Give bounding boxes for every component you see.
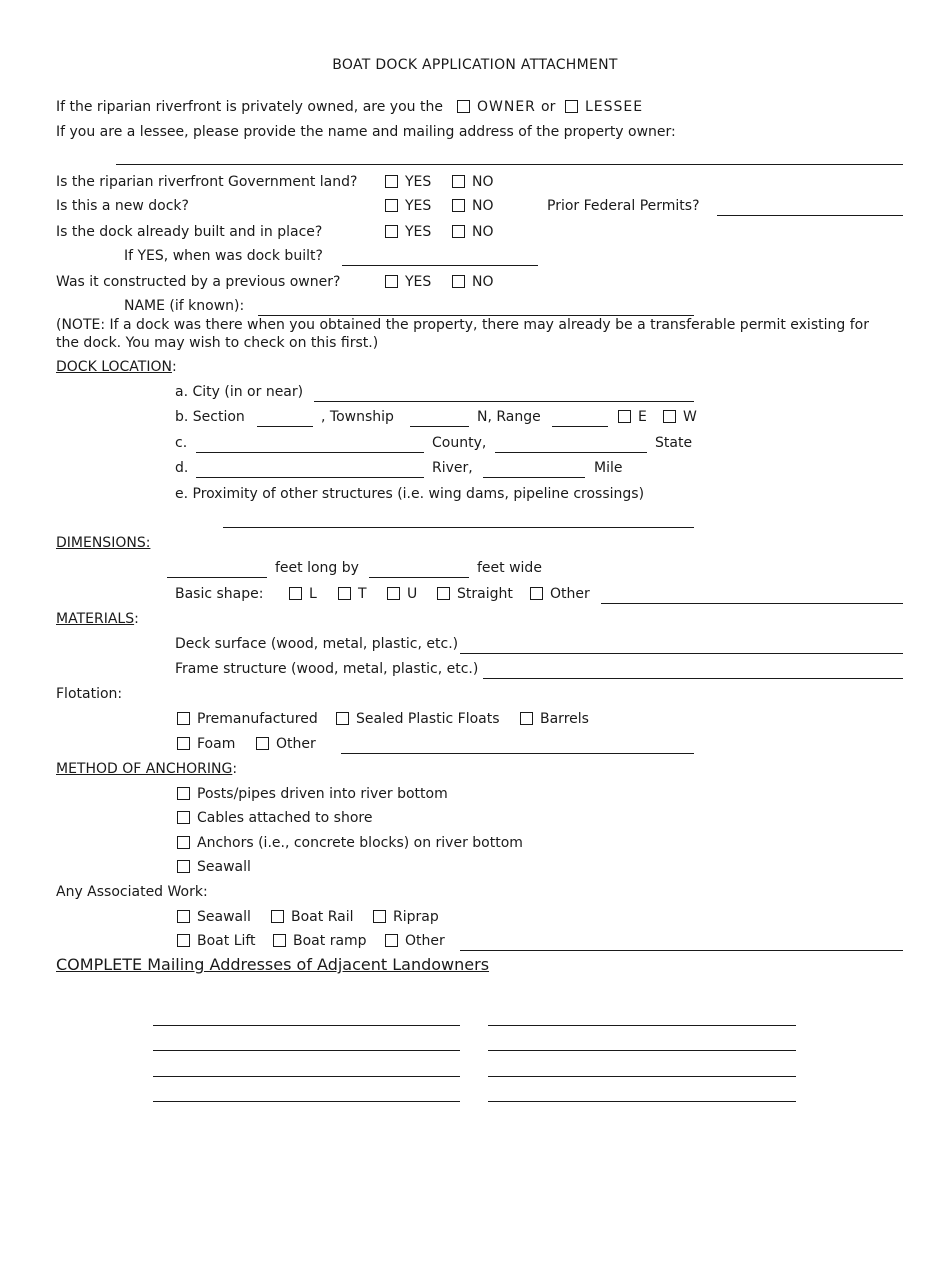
flotation-heading: Flotation: — [56, 686, 123, 702]
river-label: River, — [432, 460, 473, 476]
government-land-no-checkbox[interactable] — [452, 175, 465, 188]
previous-owner-question: Was it constructed by a previous owner? — [56, 274, 341, 290]
new-dock-question: Is this a new dock? — [56, 198, 189, 214]
west-checkbox[interactable] — [663, 410, 676, 423]
yes-label: YES — [405, 174, 432, 190]
work-seawall-label: Seawall — [197, 909, 251, 925]
shape-u-label: U — [407, 586, 418, 602]
boat-ramp-checkbox[interactable] — [273, 934, 286, 947]
name-if-known-label: NAME (if known): — [124, 298, 245, 314]
section-line[interactable] — [257, 426, 313, 427]
shape-l-label: L — [309, 586, 317, 602]
range-label: N, Range — [477, 409, 541, 425]
shape-u-checkbox[interactable] — [387, 587, 400, 600]
west-label: W — [683, 409, 697, 425]
proximity-label: e. Proximity of other structures (i.e. wing dams, pipeline crossings) — [175, 486, 645, 502]
prior-permits-line[interactable] — [717, 215, 903, 216]
when-built-label: If YES, when was dock built? — [124, 248, 323, 264]
barrels-label: Barrels — [540, 711, 589, 727]
flotation-other-line[interactable] — [341, 753, 694, 754]
boat-ramp-label: Boat ramp — [293, 933, 367, 949]
township-line[interactable] — [410, 426, 469, 427]
address-line-left-3[interactable] — [153, 1076, 460, 1077]
yes-label: YES — [405, 198, 432, 214]
c-line[interactable] — [196, 452, 424, 453]
foam-checkbox[interactable] — [177, 737, 190, 750]
shape-t-label: T — [358, 586, 367, 602]
premanufactured-label: Premanufactured — [197, 711, 318, 727]
government-land-question: Is the riparian riverfront Government land? — [56, 174, 358, 190]
shape-t-checkbox[interactable] — [338, 587, 351, 600]
or-label: or — [541, 99, 556, 115]
feet-wide-label: feet wide — [477, 560, 542, 576]
owner-checkbox[interactable] — [457, 100, 470, 113]
boat-rail-checkbox[interactable] — [271, 910, 284, 923]
county-line[interactable] — [495, 452, 647, 453]
c-label: c. — [175, 435, 188, 451]
foam-label: Foam — [197, 736, 236, 752]
materials-heading: MATERIALS: — [56, 611, 139, 627]
address-line-left-1[interactable] — [153, 1025, 460, 1026]
city-line[interactable] — [314, 401, 694, 402]
already-built-yes-checkbox[interactable] — [385, 225, 398, 238]
riprap-checkbox[interactable] — [373, 910, 386, 923]
east-checkbox[interactable] — [618, 410, 631, 423]
basic-shape-label: Basic shape: — [175, 586, 264, 602]
length-line[interactable] — [167, 577, 267, 578]
boat-lift-label: Boat Lift — [197, 933, 256, 949]
previous-owner-no-checkbox[interactable] — [452, 275, 465, 288]
flotation-other-label: Other — [276, 736, 316, 752]
previous-owner-yes-checkbox[interactable] — [385, 275, 398, 288]
width-line[interactable] — [369, 577, 469, 578]
premanufactured-checkbox[interactable] — [177, 712, 190, 725]
shape-l-checkbox[interactable] — [289, 587, 302, 600]
no-label: NO — [472, 224, 494, 240]
anchoring-heading: METHOD OF ANCHORING: — [56, 761, 238, 777]
anchoring-seawall-checkbox[interactable] — [177, 860, 190, 873]
work-other-label: Other — [405, 933, 445, 949]
associated-work-heading: Any Associated Work: — [56, 884, 208, 900]
address-line-right-2[interactable] — [488, 1050, 796, 1051]
sealed-plastic-floats-label: Sealed Plastic Floats — [356, 711, 500, 727]
work-other-checkbox[interactable] — [385, 934, 398, 947]
shape-other-checkbox[interactable] — [530, 587, 543, 600]
address-line-right-3[interactable] — [488, 1076, 796, 1077]
lessee-label: LESSEE — [585, 99, 644, 115]
frame-structure-label: Frame structure (wood, metal, plastic, etc.) — [175, 661, 479, 677]
lessee-checkbox[interactable] — [565, 100, 578, 113]
feet-long-label: feet long by — [275, 560, 359, 576]
flotation-other-checkbox[interactable] — [256, 737, 269, 750]
posts-pipes-label: Posts/pipes driven into river bottom — [197, 786, 448, 802]
shape-straight-label: Straight — [457, 586, 513, 602]
note-text: (NOTE: If a dock was there when you obtained the property, there may already be a transferable permit existing for the dock. You may wish to check on this first.) — [56, 317, 869, 351]
township-label: , Township — [321, 409, 394, 425]
address-line-right-1[interactable] — [488, 1025, 796, 1026]
shape-other-label: Other — [550, 586, 590, 602]
mile-label: Mile — [594, 460, 623, 476]
city-label: a. City (in or near) — [175, 384, 304, 400]
address-line-right-4[interactable] — [488, 1101, 796, 1102]
work-other-line[interactable] — [460, 950, 903, 951]
owner-label: OWNER — [477, 99, 536, 115]
deck-surface-line[interactable] — [460, 653, 903, 654]
dock-location-heading: DOCK LOCATION: — [56, 359, 177, 375]
new-dock-yes-checkbox[interactable] — [385, 199, 398, 212]
cables-checkbox[interactable] — [177, 811, 190, 824]
range-line[interactable] — [552, 426, 608, 427]
anchors-checkbox[interactable] — [177, 836, 190, 849]
barrels-checkbox[interactable] — [520, 712, 533, 725]
address-line-left-4[interactable] — [153, 1101, 460, 1102]
deck-surface-label: Deck surface (wood, metal, plastic, etc.) — [175, 636, 459, 652]
county-label: County, — [432, 435, 487, 451]
government-land-yes-checkbox[interactable] — [385, 175, 398, 188]
anchors-label: Anchors (i.e., concrete blocks) on river bottom — [197, 835, 523, 851]
boat-rail-label: Boat Rail — [291, 909, 354, 925]
d-line[interactable] — [196, 477, 424, 478]
ownership-question: If the riparian riverfront is privately owned, are you the — [56, 99, 443, 115]
frame-structure-line[interactable] — [483, 678, 903, 679]
property-owner-line[interactable] — [116, 164, 903, 165]
adjacent-landowners-heading: COMPLETE Mailing Addresses of Adjacent Landowners — [56, 955, 490, 974]
cables-label: Cables attached to shore — [197, 810, 373, 826]
dimensions-heading: DIMENSIONS: — [56, 535, 151, 551]
no-label: NO — [472, 274, 494, 290]
yes-label: YES — [405, 274, 432, 290]
sealed-plastic-floats-checkbox[interactable] — [336, 712, 349, 725]
yes-label: YES — [405, 224, 432, 240]
already-built-question: Is the dock already built and in place? — [56, 224, 323, 240]
anchoring-seawall-label: Seawall — [197, 859, 251, 875]
riprap-label: Riprap — [393, 909, 439, 925]
already-built-no-checkbox[interactable] — [452, 225, 465, 238]
address-line-left-2[interactable] — [153, 1050, 460, 1051]
form-title: BOAT DOCK APPLICATION ATTACHMENT — [332, 57, 618, 73]
when-built-line[interactable] — [342, 265, 538, 266]
proximity-line[interactable] — [223, 527, 694, 528]
boat-lift-checkbox[interactable] — [177, 934, 190, 947]
state-label: State — [655, 435, 693, 451]
work-seawall-checkbox[interactable] — [177, 910, 190, 923]
new-dock-no-checkbox[interactable] — [452, 199, 465, 212]
lessee-prompt: If you are a lessee, please provide the name and mailing address of the property owner: — [56, 124, 676, 140]
prior-permits-label: Prior Federal Permits? — [547, 198, 700, 214]
posts-pipes-checkbox[interactable] — [177, 787, 190, 800]
shape-straight-checkbox[interactable] — [437, 587, 450, 600]
section-label: b. Section — [175, 409, 245, 425]
river-line[interactable] — [483, 477, 585, 478]
d-label: d. — [175, 460, 189, 476]
shape-other-line[interactable] — [601, 603, 903, 604]
east-label: E — [638, 409, 647, 425]
no-label: NO — [472, 198, 494, 214]
no-label: NO — [472, 174, 494, 190]
